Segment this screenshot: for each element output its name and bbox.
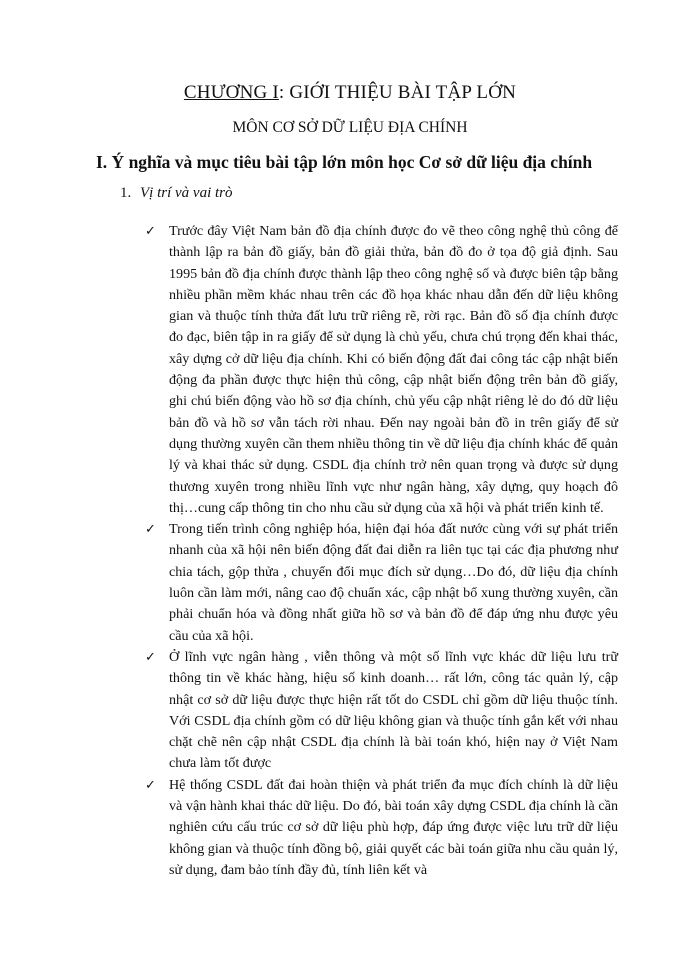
checkmark-icon: ✓ — [145, 522, 156, 538]
checkmark-icon: ✓ — [145, 224, 156, 239]
checkmark-icon: ✓ — [145, 777, 156, 793]
bullet-list — [143, 221, 618, 881]
bullet-text: Trước đây Việt Nam bản đồ địa chính được đo vẽ theo công nghệ thủ công để thành lập ra bản đồ giấy, bản đồ giải thửa, bản đồ đo ở tọa độ giả định. Sau 1995 bản đồ địa chính được thành lập theo công nghệ số và được biên tập bằng nhiều phần mềm khác nhau trên các đồ họa khác nhau dẫn đến dữ liệu không gian và thuộc tính thửa đất lưu trữ riêng rẽ, rời rạc. Bản đồ số địa chính được đo đạc, biên tập in ra giấy để sử dụng là chủ yếu, chưa chú trọng đến khai thác, xây dựng cở dữ liệu địa chính. Khi có biến động đất đai công tác cập nhật biến động đa phần được thực hiện thủ công, cập nhật biến động trên bản đồ giấy, ghi chú biến động vào hồ sơ địa chính, chủ yếu cập nhật riêng lẻ do đó dữ liệu bản đồ và hồ sơ vẫn tách rời nhau. Đến nay ngoài bản đồ in trên giấy để sử dụng thường xuyên cần them nhiều thông tin về dữ liệu địa chính khác để quản lý và khai thác sử dụng. CSDL địa chính trở nên quan trọng và được sử dụng thương xuyên trong nhiều lĩnh vực như ngân hàng, xây dựng, quy hoạch đô thị…cung cấp thông tin cho nhu cầu sử dụng của xã hội và phát triển kinh tế. — [169, 223, 618, 516]
list-item — [143, 647, 618, 775]
section-heading: I. Ý nghĩa và mục tiêu bài tập lớn môn học Cơ sở dữ liệu địa chính — [96, 152, 593, 172]
subsection-number: 1. — [120, 185, 132, 201]
bullet-text: Ở lĩnh vực ngân hàng , viễn thông và một số lĩnh vực khác dữ liệu lưu trữ thông tin về khác hàng, hiệu số kinh doanh… rất lớn, công tác quản lý, cập nhật cơ sở dữ liệu được thực hiện rất tốt do CSDL chỉ gồm dữ liệu thuộc tính. Với CSDL địa chính gồm có dữ liệu không gian và thuộc tính gắn kết với nhau chặt chẽ nên cập nhật CSDL địa chính là bài toán khó, hiện nay ở Việt Nam chưa làm tốt được — [169, 648, 618, 772]
subsection-title: Vị trí và vai trò — [140, 185, 233, 201]
chapter-title-text: : GIỚI THIỆU BÀI TẬP LỚN — [278, 82, 517, 103]
chapter-title — [0, 82, 700, 104]
list-item — [143, 221, 618, 519]
list-item — [143, 519, 618, 647]
subsection-heading — [120, 185, 233, 202]
checkmark-icon: ✓ — [145, 649, 156, 665]
list-item — [143, 775, 618, 881]
bullet-text: Hệ thống CSDL đất đai hoàn thiện và phát triển đa mục đích chính là dữ liệu và vận hành khai thác dữ liệu. Do đó, bài toán xây dựng CSDL địa chính là cần nghiên cứu cấu trúc cơ sở dữ liệu phù hợp, đáp ứng được việc lưu trữ dữ liệu không gian và thuộc tính đồng bộ, giải quyết các bài toán giữa nhu cầu quản lý, sử dụng, đam bảo tính đầy đủ, tính liên kết và — [169, 776, 618, 878]
bullet-text: Trong tiến trình công nghiệp hóa, hiện đại hóa đất nước cùng với sự phát triển nhanh của xã hội nên biến động đất đai diễn ra liên tục tại các địa phương như chia tách, gộp thửa , chuyển đổi mục đích sử dụng…Do đó, dữ liệu địa chính luôn cần làm mới, nâng cao độ chuẩn xác, cập nhật bổ xung thường xuyên, cần phải chuẩn hóa và đồng nhất giữa hồ sơ và bản đồ để đáp ứng nhu được yêu cầu của xã hội. — [169, 521, 618, 644]
chapter-label: CHƯƠNG I — [183, 82, 279, 103]
course-subtitle: MÔN CƠ SỞ DỮ LIỆU ĐỊA CHÍNH — [232, 119, 468, 136]
